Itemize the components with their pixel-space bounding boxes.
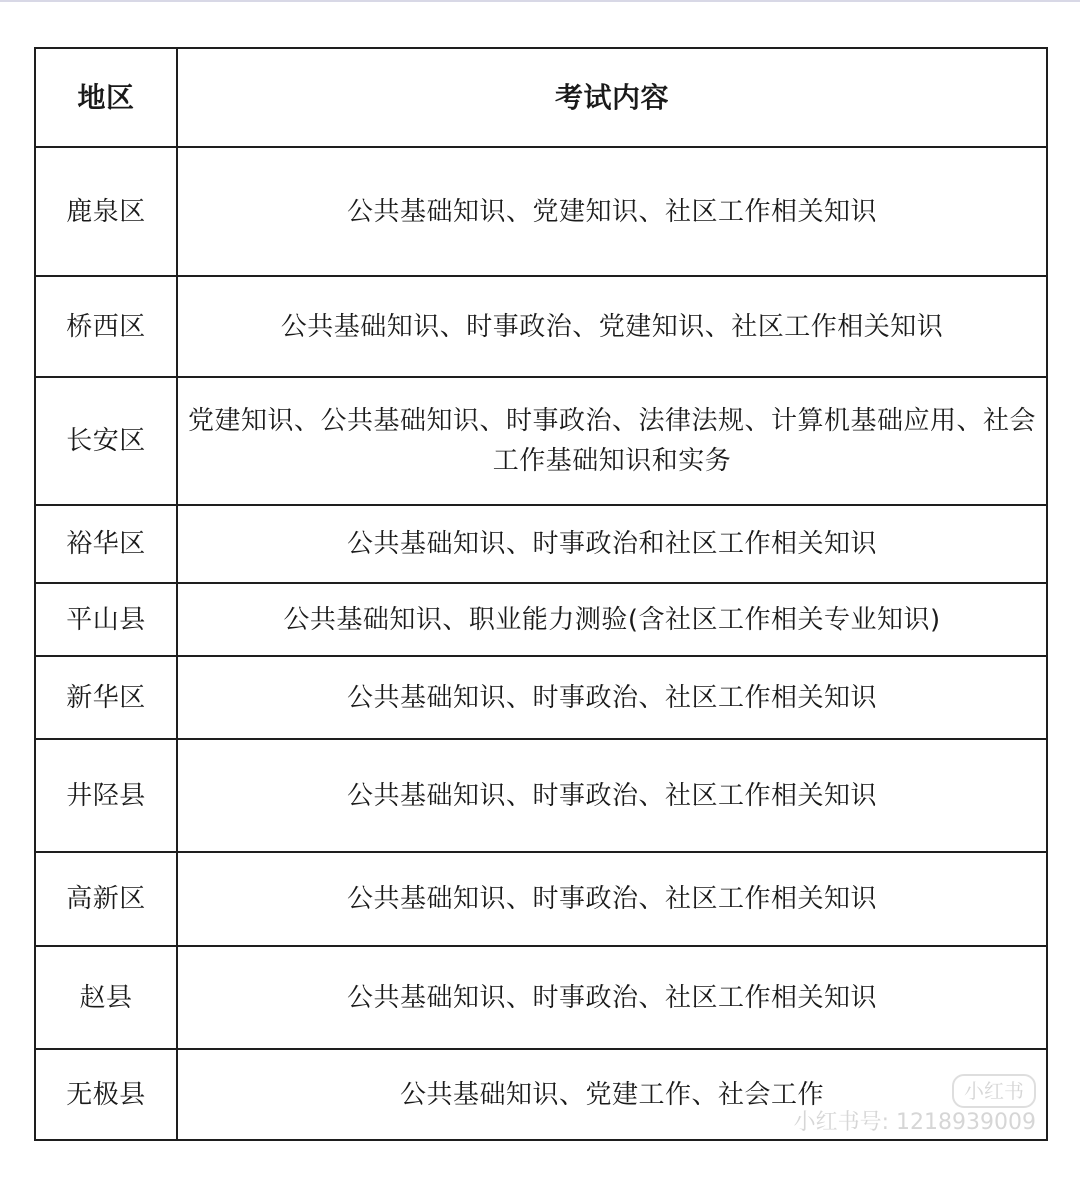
table-row xyxy=(35,377,1047,505)
content-cell: 公共基础知识、时事政治、社区工作相关知识 xyxy=(177,656,1047,739)
watermark-logo: 小红书 xyxy=(952,1074,1036,1108)
top-divider xyxy=(0,0,1080,2)
table-row xyxy=(35,1049,1047,1140)
header-content: 考试内容 xyxy=(177,48,1047,147)
region-cell: 新华区 xyxy=(35,656,177,739)
table-row xyxy=(35,852,1047,946)
table-row xyxy=(35,505,1047,583)
region-cell: 高新区 xyxy=(35,852,177,946)
region-cell: 无极县 xyxy=(35,1049,177,1140)
content-cell: 公共基础知识、党建工作、社会工作 xyxy=(177,1049,1047,1140)
region-cell: 井陉县 xyxy=(35,739,177,852)
region-cell: 赵县 xyxy=(35,946,177,1049)
region-cell: 桥西区 xyxy=(35,276,177,377)
exam-content-table xyxy=(34,47,1048,1141)
table-header-row xyxy=(35,48,1047,147)
content-cell: 公共基础知识、时事政治、社区工作相关知识 xyxy=(177,852,1047,946)
region-cell: 平山县 xyxy=(35,583,177,656)
content-cell: 党建知识、公共基础知识、时事政治、法律法规、计算机基础应用、社会工作基础知识和实务 xyxy=(177,377,1047,505)
content-cell: 公共基础知识、时事政治、社区工作相关知识 xyxy=(177,739,1047,852)
region-cell: 鹿泉区 xyxy=(35,147,177,276)
table-row xyxy=(35,276,1047,377)
content-cell: 公共基础知识、党建知识、社区工作相关知识 xyxy=(177,147,1047,276)
table-row xyxy=(35,656,1047,739)
content-cell: 公共基础知识、时事政治和社区工作相关知识 xyxy=(177,505,1047,583)
region-cell: 长安区 xyxy=(35,377,177,505)
watermark-user-id: 小红书号: 1218939009 xyxy=(793,1110,1036,1135)
content-cell: 公共基础知识、职业能力测验(含社区工作相关专业知识) xyxy=(177,583,1047,656)
region-cell: 裕华区 xyxy=(35,505,177,583)
table-row xyxy=(35,583,1047,656)
table-row xyxy=(35,739,1047,852)
header-region: 地区 xyxy=(35,48,177,147)
table-row xyxy=(35,147,1047,276)
content-cell: 公共基础知识、时事政治、党建知识、社区工作相关知识 xyxy=(177,276,1047,377)
content-cell: 公共基础知识、时事政治、社区工作相关知识 xyxy=(177,946,1047,1049)
table-row xyxy=(35,946,1047,1049)
